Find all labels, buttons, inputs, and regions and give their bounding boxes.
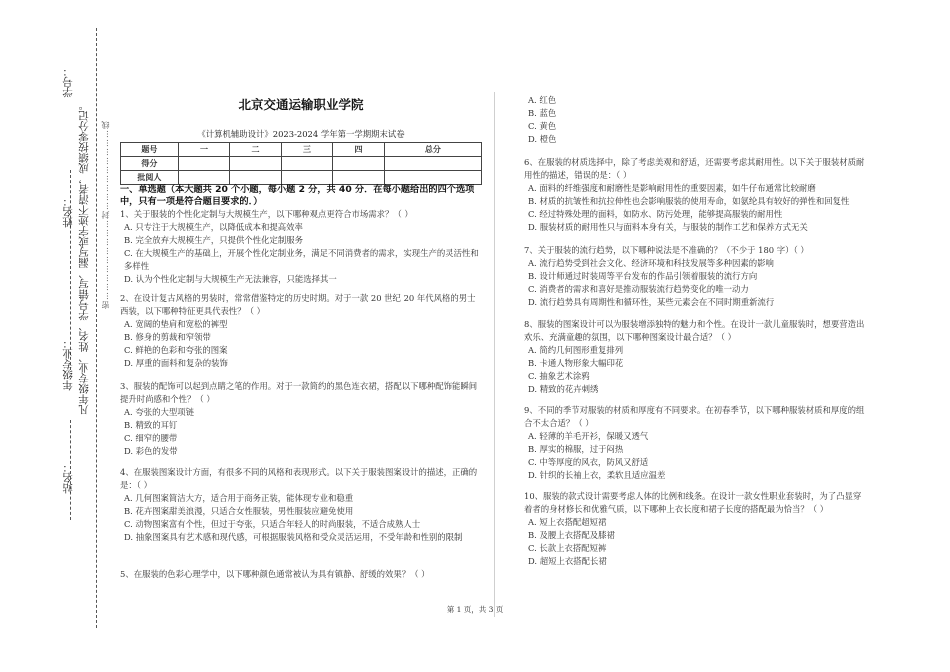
question-option[interactable]: C. 黄色 — [528, 121, 557, 131]
question-stem: 3、服装的配饰可以起到点睛之笔的作用。对于一款简约的黑色连衣裙，搭配以下哪种配饰能瞬间提升时尚感和个性？（ ） — [120, 381, 478, 404]
score-cell[interactable] — [333, 157, 384, 171]
question-option[interactable]: B. 完全放弃大规模生产，只提供个性化定制服务 — [124, 235, 303, 245]
question-option[interactable]: D. 精致的花卉刺绣 — [528, 384, 599, 394]
question-option[interactable]: A. 宽阔的垫肩和宽松的裤型 — [124, 319, 228, 329]
school-label: 站名： — [62, 462, 74, 494]
question-stem: 6、在服装的材质选择中，除了考虑美观和舒适，还需要考虑其耐用性。以下关于服装材质耐用性的描述，错误的是：（ ） — [524, 157, 865, 180]
question-6 — [524, 156, 869, 234]
question-5 — [120, 568, 482, 581]
grader-row-label: 批阅人 — [121, 171, 179, 185]
question-option[interactable]: B. 蓝色 — [528, 108, 557, 118]
question-1 — [120, 208, 482, 286]
notice-text: 凡年级专业、姓名、学号错写、漏写或字迹不清者，成绩按零分记。 — [78, 100, 90, 415]
score-row — [121, 157, 482, 171]
question-option[interactable]: A. 红色 — [528, 95, 557, 105]
question-8 — [524, 318, 869, 396]
question-stem: 2、在设计复古风格的男装时，常常借鉴特定的历史时期。对于一款 20 世纪 20 年代风格的男士西装，以下哪种特征更具代表性？（ ） — [120, 293, 476, 316]
question-option[interactable]: C. 抽象艺术涂鸦 — [528, 371, 590, 381]
score-cell[interactable] — [281, 171, 332, 185]
question-2 — [120, 292, 482, 370]
score-table-header: 二 — [230, 143, 281, 157]
question-option[interactable]: D. 认为个性化定制与大规模生产无法兼容，只能选择其一 — [124, 274, 337, 284]
question-option[interactable]: C. 消费者的需求和喜好是推动服装流行趋势变化的唯一动力 — [528, 284, 749, 294]
score-table — [120, 142, 482, 185]
question-option[interactable]: C. 长款上衣搭配短裤 — [528, 543, 607, 553]
score-cell[interactable] — [230, 171, 281, 185]
question-option[interactable]: D. 超短上衣搭配长裙 — [528, 556, 607, 566]
question-option[interactable]: B. 花卉图案甜美浪漫，只适合女性服装，男性服装应避免使用 — [124, 506, 354, 516]
question-option[interactable]: B. 精致的耳钉 — [124, 420, 178, 430]
question-option[interactable]: A. 面料的纤维强度和耐磨性是影响耐用性的重要因素，如牛仔布通常比较耐磨 — [528, 183, 816, 193]
grader-row — [121, 171, 482, 185]
question-option[interactable]: C. 细窄的腰带 — [124, 433, 178, 443]
question-option[interactable]: B. 材质的抗皱性和抗拉伸性也会影响服装的使用寿命，如氨纶具有较好的弹性和回复性 — [528, 196, 850, 206]
question-option[interactable]: A. 流行趋势受到社会文化、经济环境和科技发展等多种因素的影响 — [528, 258, 774, 268]
question-option[interactable]: A. 夸张的大型项链 — [124, 407, 194, 417]
question-10 — [524, 490, 869, 568]
student-id-label: 学号： — [62, 66, 74, 98]
question-5-options — [524, 94, 869, 146]
score-cell[interactable] — [384, 157, 481, 171]
score-table-header: 题号 — [121, 143, 179, 157]
question-option[interactable]: C. 动物图案富有个性，但过于夸张，只适合年轻人的时尚服装，不适合成熟人士 — [124, 519, 421, 529]
column-divider — [494, 92, 495, 617]
score-cell[interactable] — [230, 157, 281, 171]
question-option[interactable]: B. 卡通人物形象大幅印花 — [528, 358, 624, 368]
score-table-header: 总分 — [384, 143, 481, 157]
question-option[interactable]: B. 设计师通过时装周等平台发布的作品引领着服装的流行方向 — [528, 271, 758, 281]
question-option[interactable]: B. 修身的剪裁和窄领带 — [124, 332, 211, 342]
name-label: 姓名： — [62, 196, 74, 228]
score-table-header: 四 — [333, 143, 384, 157]
question-option[interactable]: A. 短上衣搭配超短裙 — [528, 517, 607, 527]
section-title: 一、单选题（本大题共 20 个小题，每小题 2 分，共 40 分．在每小题给出的四个选项中，只有一项是符合题目要求的．） — [120, 184, 475, 207]
question-option[interactable]: D. 抽象图案具有艺术感和现代感，可根据服装风格和受众灵活运用，不受年龄和性别的限制 — [124, 532, 463, 542]
question-option[interactable]: D. 服装材质的耐用性只与面料本身有关，与服装的制作工艺和保养方式无关 — [528, 222, 808, 232]
question-stem: 4、在服装图案设计方面，有很多不同的风格和表现形式。以下关于服装图案设计的描述，正确的是：（ ） — [120, 467, 478, 490]
question-stem: 5、在服装的色彩心理学中，以下哪种颜色通常被认为具有镇静、舒缓的效果？（ ） — [120, 569, 430, 579]
question-7 — [524, 244, 869, 309]
score-table-header: 三 — [281, 143, 332, 157]
question-option[interactable]: C. 鲜艳的色彩和夸张的图案 — [124, 345, 228, 355]
question-option[interactable]: A. 几何图案简洁大方，适合用于商务正装，能体现专业和稳重 — [124, 493, 354, 503]
seal-text: 密………………………封………………………线 — [101, 120, 110, 309]
question-option[interactable]: C. 中等厚度的风衣，防风又舒适 — [528, 457, 649, 467]
question-option[interactable]: B. 及腰上衣搭配及膝裙 — [528, 530, 615, 540]
question-option[interactable]: A. 简约几何图形重复排列 — [528, 345, 624, 355]
question-9 — [524, 404, 869, 482]
score-table-header: 一 — [178, 143, 229, 157]
question-option[interactable]: D. 彩色的发带 — [124, 446, 178, 456]
score-cell[interactable] — [178, 171, 229, 185]
question-stem: 10、服装的款式设计需要考虑人体的比例和线条。在设计一款女性职业套装时，为了凸显穿着者的身材修长和优雅气质，以下哪种上衣长度和裙子长度的搭配最为恰当？（ ） — [524, 491, 862, 514]
exam-subtitle: 《计算机辅助设计》2023-2024 学年第一学期期末试卷 — [197, 129, 405, 139]
question-option[interactable]: D. 厚重的面料和复杂的装饰 — [124, 358, 228, 368]
question-stem: 8、服装的图案设计可以为服装增添独特的魅力和个性。在设计一款儿童服装时，想要营造出欢乐、充满童趣的氛围，以下哪种图案设计最合适？（ ） — [524, 319, 865, 342]
question-option[interactable]: D. 橙色 — [528, 134, 557, 144]
question-stem: 7、关于服装的流行趋势，以下哪种说法是不准确的？（不少于 180 字）（ ） — [524, 245, 809, 255]
class-label: 年级专业： — [62, 338, 74, 391]
question-option[interactable]: A. 只专注于大规模生产，以降低成本和提高效率 — [124, 222, 303, 232]
score-cell[interactable] — [281, 157, 332, 171]
question-3 — [120, 380, 482, 458]
page-footer: 第 1 页，共 3 页 — [446, 605, 504, 614]
question-option[interactable]: D. 针织的长袖上衣，柔软且适应温差 — [528, 470, 666, 480]
question-option[interactable]: C. 经过特殊处理的面料，如防水、防污处理，能够提高服装的耐用性 — [528, 209, 783, 219]
score-cell[interactable] — [333, 171, 384, 185]
question-option[interactable]: C. 在大规模生产的基础上，开展个性化定制业务，满足不同消费者的需求，实现生产的灵活性和多样性 — [124, 248, 479, 271]
score-table-header-row — [121, 143, 482, 157]
question-option[interactable]: D. 流行趋势具有周期性和循环性，某些元素会在不同时期重新流行 — [528, 297, 775, 307]
binding-margin — [0, 0, 118, 672]
score-cell[interactable] — [384, 171, 481, 185]
question-option[interactable]: A. 轻薄的羊毛开衫，保暖又透气 — [528, 431, 649, 441]
score-row-label: 得分 — [121, 157, 179, 171]
seal-dashed-line-outer — [96, 28, 97, 628]
score-cell[interactable] — [178, 157, 229, 171]
question-option[interactable]: B. 厚实的棉服，过于闷热 — [528, 444, 624, 454]
question-stem: 1、关于服装的个性化定制与大规模生产，以下哪种观点更符合市场需求？（ ） — [120, 209, 413, 219]
school-title: 北京交通运输职业学院 — [238, 97, 364, 112]
question-stem: 9、不同的季节对服装的材质和厚度有不同要求。在初春季节，以下哪种服装材质和厚度的组合不太合适？（ ） — [524, 405, 865, 428]
question-4 — [120, 466, 482, 544]
